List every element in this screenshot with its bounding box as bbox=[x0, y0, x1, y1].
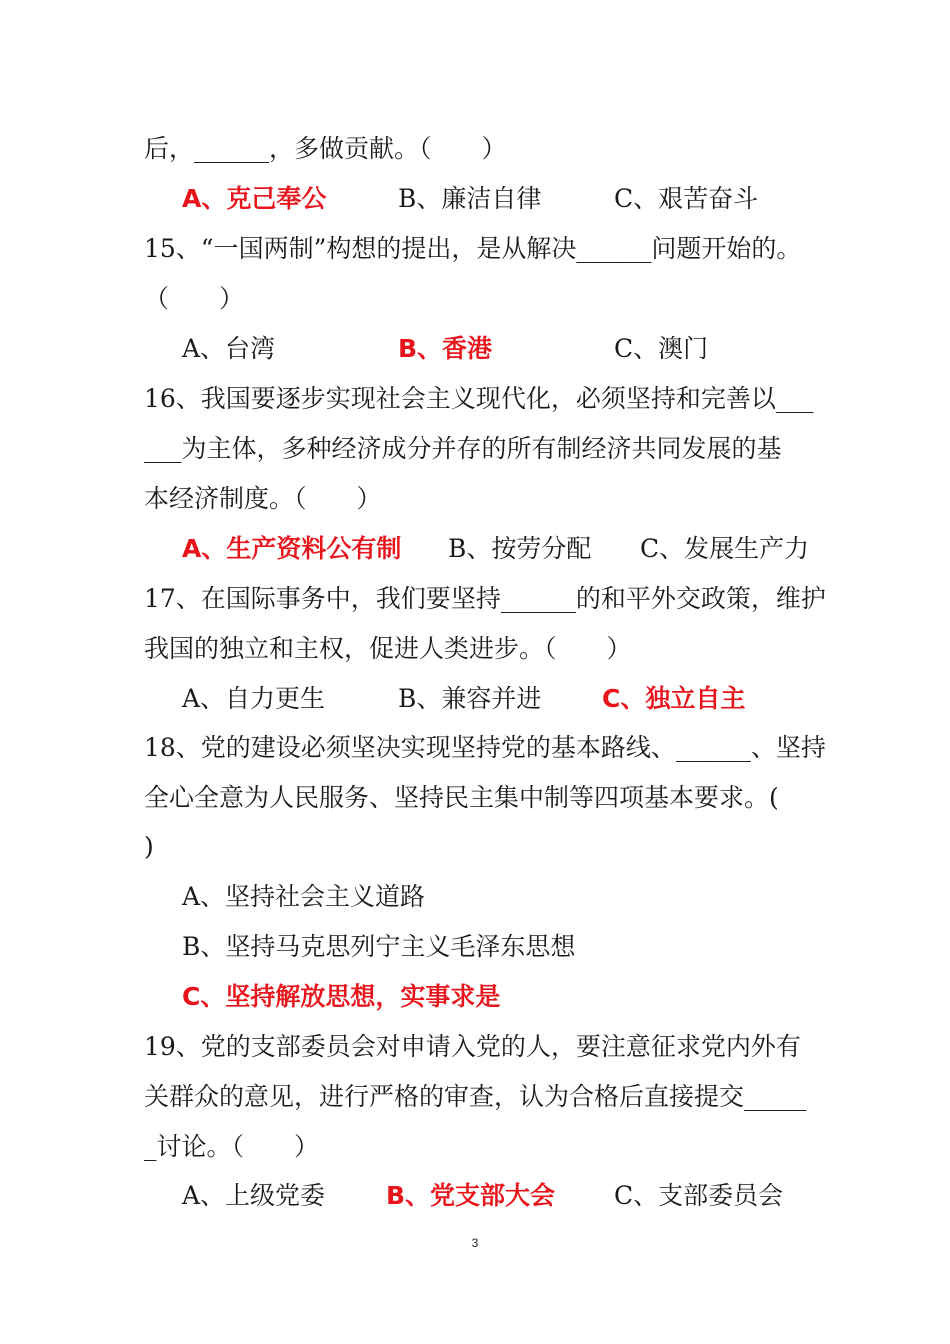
q19-option-a: A、上级党委 bbox=[182, 1181, 326, 1210]
q17-option-b: B、兼容并进 bbox=[398, 684, 542, 713]
q18-option-a: A、坚持社会主义道路 bbox=[182, 882, 426, 911]
q14-option-c: C、艰苦奋斗 bbox=[614, 184, 759, 213]
q16-option-b: B、按劳分配 bbox=[448, 534, 592, 563]
q15-stem-line1: 15、“一国两制”构想的提出，是从解决______问题开始的。 bbox=[144, 234, 802, 263]
q18-option-c: C、坚持解放思想，实事求是 bbox=[182, 982, 501, 1011]
q15-stem-line2: （ ） bbox=[144, 284, 245, 313]
q16-stem-line3: 本经济制度。（ ） bbox=[144, 484, 382, 513]
q19-option-c: C、支部委员会 bbox=[614, 1181, 784, 1210]
q15-option-a: A、台湾 bbox=[182, 334, 276, 363]
q15-option-c: C、澳门 bbox=[614, 334, 709, 363]
q18-stem-line1: 18、党的建设必须坚决实现坚持党的基本路线、______、坚持 bbox=[144, 733, 826, 762]
q19-stem-line2: 关群众的意见，进行严格的审查，认为合格后直接提交_____ bbox=[144, 1082, 807, 1111]
q18-stem-line3: ) bbox=[144, 832, 154, 861]
q18-stem-line2: 全心全意为人民服务、坚持民主集中制等四项基本要求。( bbox=[144, 783, 779, 812]
q17-stem-line2: 我国的独立和主权，促进人类进步。（ ） bbox=[144, 634, 632, 663]
q16-option-c: C、发展生产力 bbox=[640, 534, 810, 563]
q14-option-a: A、克己奉公 bbox=[182, 184, 327, 213]
q14-stem-tail: 后，______，多做贡献。（ ） bbox=[144, 134, 507, 163]
q17-option-a: A、自力更生 bbox=[182, 684, 326, 713]
q17-option-c: C、独立自主 bbox=[602, 684, 746, 713]
q19-stem-line1: 19、党的支部委员会对申请入党的人，要注意征求党内外有 bbox=[144, 1032, 801, 1061]
q17-stem-line1: 17、在国际事务中，我们要坚持______的和平外交政策，维护 bbox=[144, 584, 826, 613]
q16-stem-line1: 16、我国要逐步实现社会主义现代化，必须坚持和完善以___ bbox=[144, 384, 814, 413]
q18-option-b: B、坚持马克思列宁主义毛泽东思想 bbox=[182, 932, 576, 961]
q14-option-b: B、廉洁自律 bbox=[398, 184, 542, 213]
page-number: 3 bbox=[471, 1236, 479, 1250]
q16-option-a: A、生产资料公有制 bbox=[182, 534, 402, 563]
q19-stem-line3: _讨论。（ ） bbox=[144, 1132, 320, 1161]
q19-option-b: B、党支部大会 bbox=[386, 1181, 556, 1210]
q15-option-b: B、香港 bbox=[398, 334, 493, 363]
q16-stem-line2: ___为主体，多种经济成分并存的所有制经济共同发展的基 bbox=[144, 434, 782, 463]
